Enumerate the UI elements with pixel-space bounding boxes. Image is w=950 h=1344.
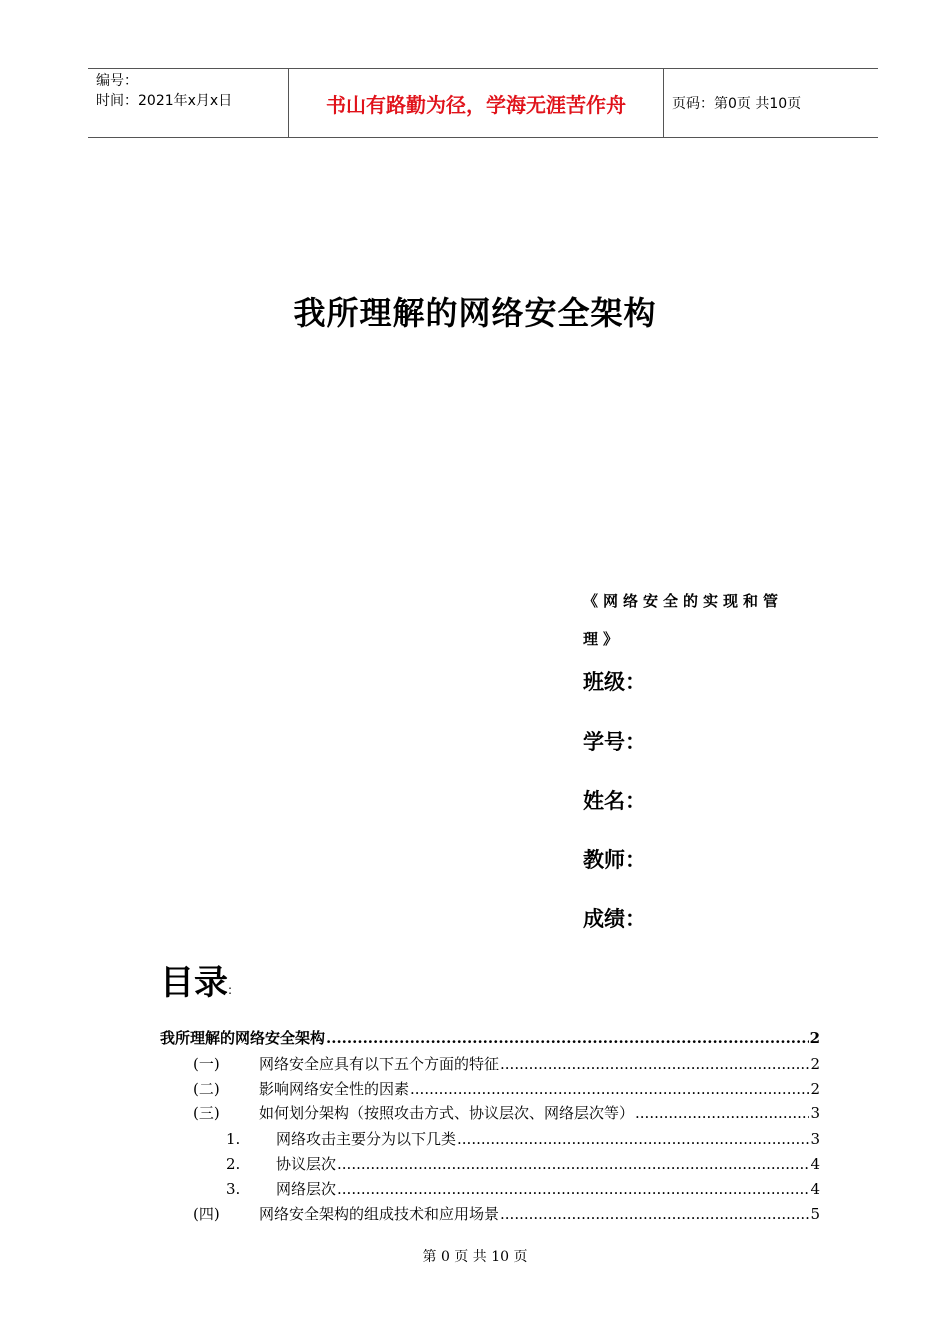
toc-leader: [337, 1180, 809, 1198]
toc-entry-number: (四): [193, 1205, 220, 1223]
header-page-info: 页码：第0页 共10页: [672, 96, 802, 112]
toc-heading-text: 目录: [160, 963, 228, 1003]
toc-entry-text: 如何划分架构（按照攻击方式、协议层次、网络层次等）: [259, 1104, 635, 1122]
page-header: [88, 68, 878, 138]
toc-entry[interactable]: [193, 1102, 820, 1123]
toc-entry[interactable]: [193, 1053, 820, 1074]
toc-entry-number: 2.: [226, 1155, 241, 1173]
time-label: 时间：2021年x月x日: [96, 93, 233, 109]
toc-heading-colon: :: [228, 983, 233, 997]
toc-entry-text: 网络层次: [276, 1180, 337, 1198]
toc-entry-page: 4: [810, 1155, 820, 1173]
toc-entry-page: 2: [809, 1029, 820, 1047]
toc-entry-text: 网络安全架构的组成技术和应用场景: [259, 1205, 500, 1223]
grade-field: 成绩：: [583, 907, 646, 931]
toc-entry-number: 3.: [226, 1180, 241, 1198]
toc-entry-number: 1.: [226, 1130, 241, 1148]
toc-entry[interactable]: [226, 1153, 820, 1174]
teacher-field: 教师：: [583, 848, 646, 872]
toc-entry-page: 3: [810, 1130, 820, 1148]
toc-entry[interactable]: [226, 1128, 820, 1149]
toc-entry-number: (三): [193, 1104, 220, 1122]
page-footer: 第 0 页 共 10 页: [422, 1249, 528, 1265]
toc-heading: [160, 955, 232, 1004]
toc-entry[interactable]: [160, 1027, 820, 1048]
toc-entry-text: 协议层次: [276, 1155, 337, 1173]
course-name: 《网络安全的实现和管理》: [583, 592, 784, 648]
toc-entry-number: (一): [193, 1055, 220, 1073]
number-label: 编号：: [96, 73, 138, 89]
toc-leader: [500, 1205, 809, 1223]
name-field: 姓名：: [583, 789, 646, 813]
toc-entry-page: 3: [810, 1104, 820, 1122]
toc-leader: [410, 1080, 809, 1098]
class-field: 班级：: [583, 670, 646, 694]
toc-entry-number: (二): [193, 1080, 220, 1098]
toc-entry-text: 影响网络安全性的因素: [259, 1080, 410, 1098]
toc-entry-page: 5: [810, 1205, 820, 1223]
toc-leader: [635, 1104, 809, 1122]
toc-entry[interactable]: [193, 1203, 820, 1224]
document-title: 我所理解的网络安全架构: [293, 294, 657, 332]
toc-entry-text: 我所理解的网络安全架构: [160, 1029, 326, 1047]
toc-entry-text: 网络安全应具有以下五个方面的特征: [259, 1055, 500, 1073]
student-id-field: 学号：: [583, 730, 646, 754]
toc-leader: [337, 1155, 809, 1173]
toc-entry-page: 2: [810, 1080, 820, 1098]
toc-entry[interactable]: [193, 1078, 820, 1099]
header-meta: [96, 71, 232, 111]
toc-leader: [457, 1130, 809, 1148]
toc-entry-page: 2: [810, 1055, 820, 1073]
toc-entry-page: 4: [810, 1180, 820, 1198]
header-motto: 书山有路勤为径，学海无涯苦作舟: [288, 69, 664, 137]
toc-leader: [326, 1029, 809, 1047]
toc-leader: [500, 1055, 809, 1073]
toc-entry-text: 网络攻击主要分为以下几类: [276, 1130, 457, 1148]
toc-entry[interactable]: [226, 1178, 820, 1199]
